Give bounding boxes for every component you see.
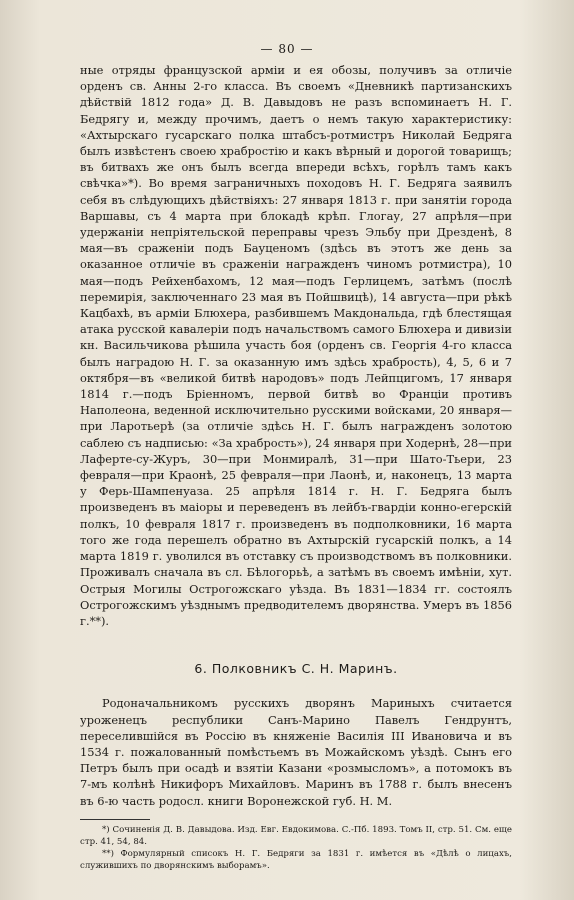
section-title: 6. Полковникъ С. Н. Маринъ. <box>194 661 398 677</box>
footnote-1: *) Сочиненія Д. В. Давыдова. Изд. Евг. Евдокимова. С.-Пб. 1893. Томъ II, стр. 51. См. еще стр. 41, 54, 84. <box>80 824 512 847</box>
paragraph-marin-origin: Родоначальникомъ русскихъ дворянъ Мариныхъ считается уроженецъ республики Санъ-Марино Павелъ Гендрунтъ, переселившійся въ Россію въ княженіе Василія III Ивановича и въ 1534 г. пожалованный помѣстьемъ въ Можайскомъ уѣздѣ. Сынъ его Петръ былъ при осадѣ и взятіи Казани «розмысломъ», а потомокъ въ 7-мъ колѣнѣ Никифоръ Михайловъ. Маринъ въ 1788 г. былъ внесенъ въ 6-ю часть родосл. книги Воронежской губ. Н. М. <box>80 696 512 808</box>
page-number: — 80 — <box>260 42 314 56</box>
paragraph-bedryaga-service: ные отряды французской арміи и ея обозы, получивъ за отличіе орденъ св. Анны 2-го класса. Въ своемъ «Дневникѣ партизанскихъ дѣйствій 1812 года» Д. В. Давыдовъ не разъ вспоминаетъ Н. Г. Бедрягу и, между прочимъ, даетъ о немъ такую характеристику: «Ахтырскаго гусарскаго полка штабсъ-ротмистръ Николай Бедряга былъ извѣстенъ своею храбростію и какъ вѣрный и дорогой товарищъ; въ битвахъ же онъ былъ всегда впереди всѣхъ, горѣлъ тамъ какъ свѣчка»*). Во время заграничныхъ походовъ Н. Г. Бедряга заявилъ себя въ слѣдующихъ дѣйствіяхъ: 27 января 1813 г. при занятіи города Варшавы, съ 4 марта при блокадѣ крѣп. Глогау, 27 апрѣля—при удержаніи непріятельской переправы чрезъ Эльбу при Дрезденѣ, 8 мая—въ сраженіи подъ Бауценомъ (здѣсь въ этотъ же день за оказанное отличіе въ сраженіи награжденъ чиномъ ротмистра), 10 мая—подъ Рейхенбахомъ, 12 мая—подъ Герлицемъ, затѣмъ (послѣ перемирія, заключеннаго 23 мая въ Пойшвицѣ), 14 августа—при рѣкѣ Кацбахѣ, въ арміи Блюхера, разбившемъ Макдональда, гдѣ блестящая атака русской кавалеріи подъ начальствомъ самого Блюхера и дивизіи кн. Васильчикова рѣшила участь боя (орденъ св. Георгія 4-го класса былъ наградою Н. Г. за оказанную имъ здѣсь храбрость), 4, 5, 6 и 7 октября—въ «великой битвѣ народовъ» подъ Лейпцигомъ, 17 января 1814 г.—подъ Бріенномъ, первой битвѣ во Франціи противъ Наполеона, веденной исключительно русскими войсками, 20 января—при Ларотьерѣ (за отличіе здѣсь Н. Г. былъ награжденъ золотою саблею съ надписью: «За храбрость»), 24 января при Ходернѣ, 28—при Лаферте-су-Журъ, 30—при Монмиралѣ, 31—при Шато-Тьери, 23 февраля—при Краонѣ, 25 февраля—при Лаонѣ, и, наконецъ, 13 марта у Ферь-Шампенуаза. 25 апрѣля 1814 г. Н. Г. Бедряга былъ произведенъ въ маіоры и переведенъ въ лейбъ-гвардіи конно-егерскій полкъ, 10 февраля 1817 г. произведенъ въ подполковники, 16 марта того же года перешелъ обратно въ Ахтырскій гусарскій полкъ, а 14 марта 1819 г. уволился въ отставку съ производствомъ въ полковники. Проживалъ сначала въ сл. Бѣлогорьѣ, а затѣмъ въ своемъ имѣніи, хут. Острыя Могилы Острогожскаго уѣзда. Въ 1831—1834 гг. состоялъ Острогожскимъ уѣзднымъ предводителемъ дворянства. Умеръ въ 1856 г.**). <box>80 63 512 628</box>
footnote-2: **) Формулярный списокъ Н. Г. Бедряги за 1831 г. имѣется въ «Дѣлѣ о лицахъ, служившихъ по дворянскимъ выборамъ». <box>80 848 512 871</box>
page-body <box>80 62 512 872</box>
footnote-rule <box>80 819 150 820</box>
